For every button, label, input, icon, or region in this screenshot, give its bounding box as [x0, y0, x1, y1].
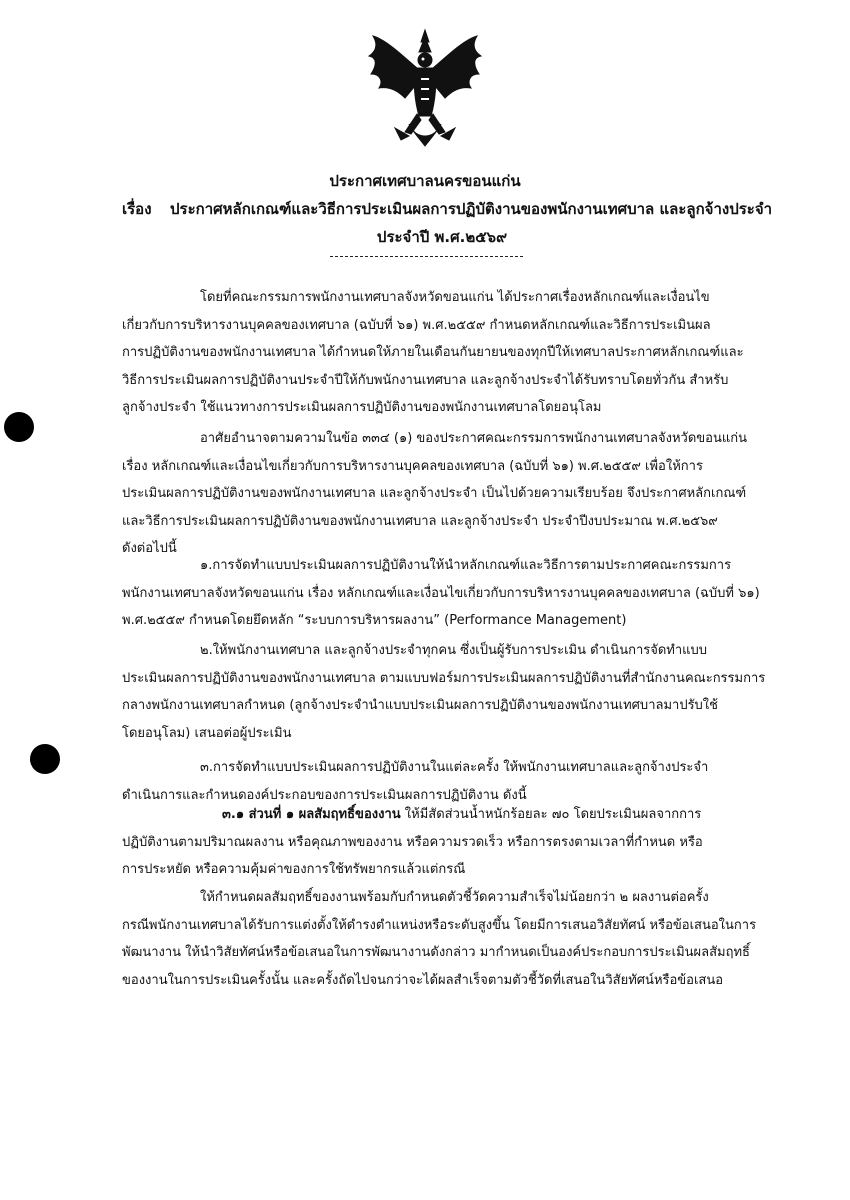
header-divider: [330, 256, 523, 257]
subject-line-1: ประกาศหลักเกณฑ์และวิธีการประเมินผลการปฏิบัติงานของพนักงานเทศบาล และลูกจ้างประจำ: [170, 200, 773, 218]
paragraph-2: [122, 425, 792, 563]
paragraph-line: โดยที่คณะกรรมการพนักงานเทศบาลจังหวัดขอนแก่น ได้ประกาศเรื่องหลักเกณฑ์และเงื่อนไข: [200, 290, 710, 305]
paragraph-line: การปฏิบัติงานของพนักงานเทศบาล ได้กำหนดให้ภายในเดือนกันยายนของทุกปีให้เทศบาลประกาศหลักเกณฑ์และ: [122, 345, 744, 360]
paragraph-1: [122, 284, 792, 422]
paragraph-line: ประเมินผลการปฏิบัติงานของพนักงานเทศบาล ตามแบบฟอร์มการประเมินผลการปฏิบัติงานที่สำนักงานคณะกรรมการ: [122, 670, 766, 686]
paragraph-line: ของงานในการประเมินครั้งนั้น และครั้งถัดไปจนกว่าจะได้ผลสำเร็จตามตัวชี้วัดที่เสนอในวิสัยทัศน์หรือข้อเสนอ: [122, 972, 724, 988]
paragraph-line: วิธีการประเมินผลการปฏิบัติงานประจำปีให้กับพนักงานเทศบาล และลูกจ้างประจำได้รับทราบโดยทั่วกัน สำหรับ: [122, 372, 729, 388]
paragraph-line: ดำเนินการและกำหนดองค์ประกอบของการประเมินผลการปฏิบัติงาน ดังนี้: [122, 787, 527, 803]
binder-hole-icon: [30, 744, 60, 774]
paragraph-line: ปฏิบัติงานตามปริมาณผลงาน หรือคุณภาพของงาน หรือความรวดเร็ว หรือการตรงตามเวลาที่กำหนด หรือ: [122, 834, 703, 850]
section-heading: ๓.๑ ส่วนที่ ๑ ผลสัมฤทธิ์ของงาน: [222, 807, 401, 822]
paragraph-line: ๓.การจัดทำแบบประเมินผลการปฏิบัติงานในแต่ละครั้ง ให้พนักงานเทศบาลและลูกจ้างประจำ: [200, 760, 709, 775]
paragraph-line: ดังต่อไปนี้: [122, 541, 177, 556]
paragraph-line: ให้กำหนดผลสัมฤทธิ์ของงานพร้อมกับกำหนดตัวชี้วัดความสำเร็จไม่น้อยกว่า ๒ ผลงานต่อครั้ง: [200, 890, 709, 905]
paragraph-3-1: [122, 801, 792, 884]
paragraph-line: เรื่อง หลักเกณฑ์และเงื่อนไขเกี่ยวกับการบริหารงานบุคคลของเทศบาล (ฉบับที่ ๖๑) พ.ศ.๒๕๕๙ เพื่อให้การ: [122, 458, 703, 474]
section-heading-rest: ให้มีสัดส่วนน้ำหนักร้อยละ ๗๐ โดยประเมินผลจากการ: [400, 807, 702, 822]
paragraph-3: [122, 552, 792, 635]
paragraph-line: ลูกจ้างประจำ ใช้แนวทางการประเมินผลการปฏิบัติงานของพนักงานเทศบาลโดยอนุโลม: [122, 400, 602, 415]
paragraph-line: ประเมินผลการปฏิบัติงานของพนักงานเทศบาล และลูกจ้างประจำ เป็นไปด้วยความเรียบร้อย จึงประกาศหลักเกณฑ์: [122, 486, 747, 501]
paragraph-line: พ.ศ.๒๕๕๙ กำหนดโดยยึดหลัก “ระบบการบริหารผลงาน” (Performance Management): [122, 613, 627, 628]
paragraph-line: อาศัยอำนาจตามความในข้อ ๓๓๔ (๑) ของประกาศคณะกรรมการพนักงานเทศบาลจังหวัดขอนแก่น: [200, 431, 748, 446]
paragraph-line: ๒.ให้พนักงานเทศบาล และลูกจ้างประจำทุกคน ซึ่งเป็นผู้รับการประเมิน ดำเนินการจัดทำแบบ: [200, 643, 708, 658]
subject-label: เรื่อง: [122, 200, 152, 218]
paragraph-line: กลางพนักงานเทศบาลกำหนด (ลูกจ้างประจำนำแบบประเมินผลการปฏิบัติงานของพนักงานเทศบาลมาปรับใช้: [122, 698, 718, 713]
paragraph-line: การประหยัด หรือความคุ้มค่าของการใช้ทรัพยากรแล้วแต่กรณี: [122, 862, 466, 877]
paragraph-line: ๑.การจัดทำแบบประเมินผลการปฏิบัติงานให้นำหลักเกณฑ์และวิธีการตามประกาศคณะกรรมการ: [200, 558, 732, 573]
subject-line-2: ประจำปี พ.ศ.๒๕๖๙: [376, 228, 508, 246]
garuda-emblem-icon: [365, 28, 485, 150]
paragraph-line: [122, 801, 792, 829]
paragraph-line: กรณีพนักงานเทศบาลได้รับการแต่งตั้งให้ดำรงตำแหน่งหรือระดับสูงขึ้น โดยมีการเสนอวิสัยทัศน์ หรือข้อเสนอในการ: [122, 917, 757, 933]
paragraph-line: เกี่ยวกับการบริหารงานบุคคลของเทศบาล (ฉบับที่ ๖๑) พ.ศ.๒๕๕๙ กำหนดหลักเกณฑ์และวิธีการประเมินผล: [122, 317, 711, 333]
paragraph-line: พัฒนางาน ให้นำวิสัยทัศน์หรือข้อเสนอในการพัฒนางานดังกล่าว มากำหนดเป็นองค์ประกอบการประเมินผลสัมฤทธิ์: [122, 945, 750, 960]
paragraph-line: พนักงานเทศบาลจังหวัดขอนแก่น เรื่อง หลักเกณฑ์และเงื่อนไขเกี่ยวกับการบริหารงานบุคคลของเทศบาล (ฉบับที่ ๖๑): [122, 585, 760, 601]
document-subject: [122, 198, 802, 248]
binder-hole-icon: [4, 412, 34, 442]
paragraph-4: [122, 637, 792, 747]
paragraph-line: โดยอนุโลม) เสนอต่อผู้ประเมิน: [122, 725, 292, 741]
document-organization-title: ประกาศเทศบาลนครขอนแก่น: [329, 172, 521, 190]
paragraph-line: และวิธีการประเมินผลการปฏิบัติงานของพนักงานเทศบาล และลูกจ้างประจำ ประจำปีงบประมาณ พ.ศ.๒๕๖๙: [122, 513, 718, 529]
paragraph-7: [122, 884, 792, 994]
